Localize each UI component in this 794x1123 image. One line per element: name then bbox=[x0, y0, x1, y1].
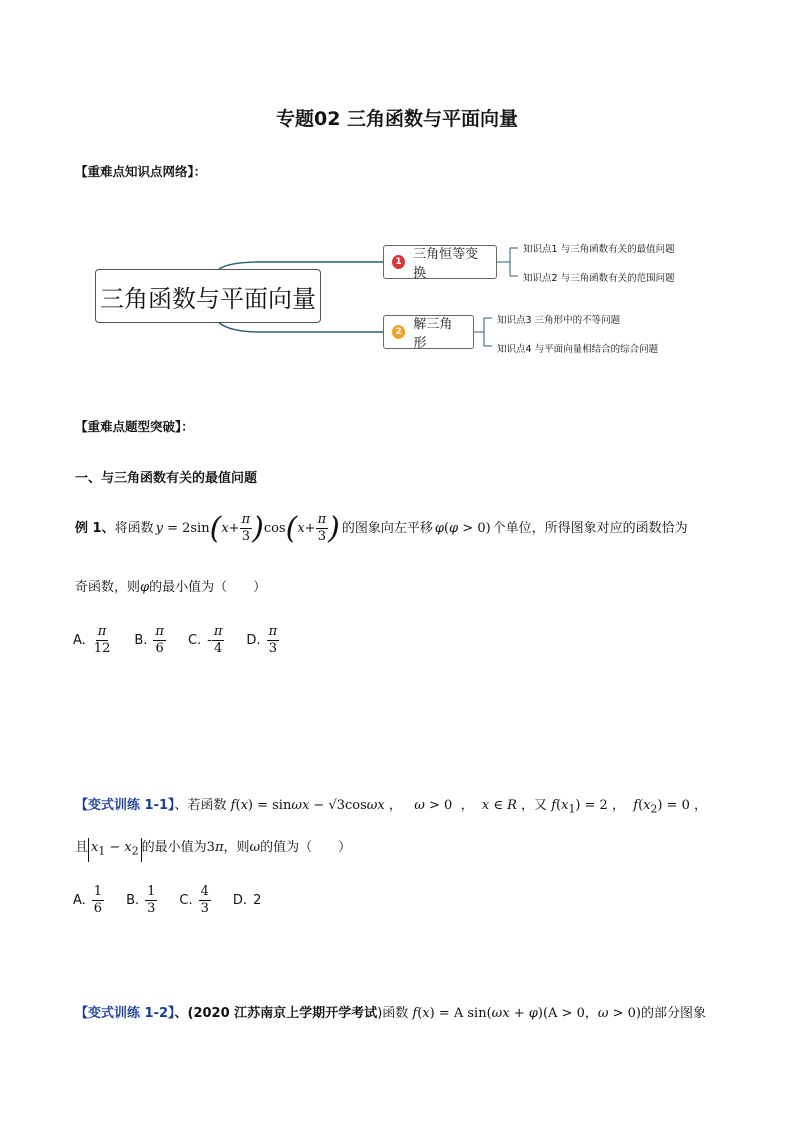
variant-1-2-text-2: )函数 bbox=[377, 1006, 409, 1021]
branch-2-label: 解三角形 bbox=[413, 317, 453, 351]
variant-1-1-label: 【变式训练 1-1】 bbox=[75, 798, 175, 813]
option-d-num: π bbox=[268, 624, 278, 639]
v-option-c-num: 4 bbox=[200, 884, 209, 899]
phi-symbol: φ bbox=[140, 580, 150, 595]
mindmap-leaf-3: 知识点3 三角形中的不等问题 bbox=[497, 315, 621, 326]
option-b-num: π bbox=[155, 624, 164, 639]
example-1-text-1: 将函数 bbox=[114, 520, 154, 536]
option-c[interactable] bbox=[188, 624, 224, 657]
section-network-heading: 【重难点知识点网络】： bbox=[75, 164, 207, 179]
example-1-line-2 bbox=[75, 578, 266, 598]
option-c-sign: - bbox=[207, 633, 212, 648]
variant-1-1-text-3: ，又 bbox=[521, 798, 548, 813]
example-1-options bbox=[73, 624, 301, 657]
option-a[interactable] bbox=[73, 624, 112, 657]
v-option-c-den: 3 bbox=[200, 901, 209, 916]
example-1-formula: y = 2sin ( x + $\frac{\pi}{3}$ ) cos ( x + $\frac{\pi}{3}$ ) bbox=[155, 510, 340, 546]
variant-1-1-formula: f(x) = sinωx − √3cosωx bbox=[230, 798, 385, 813]
v-option-a-label: A. bbox=[73, 893, 86, 908]
variant-1-2-label: 【变式训练 1-2】 bbox=[75, 1006, 175, 1021]
example-1-text-3: 个单位，所得图象对应的函数恰为 bbox=[492, 520, 688, 536]
v-option-d-value: 2 bbox=[253, 893, 262, 908]
example-1-text-2: 的图象向左平移 bbox=[341, 520, 433, 536]
v-option-d[interactable] bbox=[233, 893, 261, 908]
variant-1-1-line-1: 【变式训练 1-1】、若函数 f(x) = sinωx − √3cosωx ， ω > 0 ， x ∈ R ，又 $f(x_1) = 2$ ， $f(x_2) = 0$ ， bbox=[75, 798, 708, 816]
v-option-a-num: 1 bbox=[93, 884, 103, 899]
option-b[interactable] bbox=[134, 624, 166, 657]
v-option-a[interactable] bbox=[73, 884, 104, 917]
omega-condition: ω > 0 bbox=[414, 798, 453, 813]
v-option-b-den: 3 bbox=[147, 901, 156, 916]
mindmap-leaf-2: 知识点2 与三角函数有关的范围问题 bbox=[523, 273, 675, 284]
option-a-den: 12 bbox=[93, 641, 111, 656]
part1-heading: 一、与三角函数有关的最值问题 bbox=[75, 471, 258, 486]
mindmap-center-node: 三角函数与平面向量 bbox=[95, 269, 321, 323]
variant-1-1-text-1: 、若函数 bbox=[174, 798, 227, 813]
variant-1-1-line-2a: 且 bbox=[75, 840, 89, 855]
option-d[interactable] bbox=[246, 624, 279, 657]
variant-1-2-source: 2020 江苏南京上学期开学考试 bbox=[193, 1006, 378, 1021]
option-a-label: A. bbox=[73, 633, 86, 648]
option-c-den: 4 bbox=[214, 641, 223, 656]
v-option-d-label: D. bbox=[232, 893, 248, 908]
variant-1-2-text-3: 的部分图象 bbox=[640, 1006, 706, 1021]
mindmap-leaf-1: 知识点1 与三角函数有关的最值问题 bbox=[523, 244, 675, 255]
variant-1-1-line-2d: 的值为（ ） bbox=[260, 840, 352, 855]
variant-1-2-formula: f(x) = A sin(ωx + φ)(A > 0，ω > 0) bbox=[412, 1006, 641, 1021]
v-option-b-label: B. bbox=[126, 893, 140, 908]
example-1-shift: φ(φ > 0) bbox=[434, 520, 491, 536]
v-option-b-num: 1 bbox=[147, 884, 156, 899]
variant-1-2-line-1 bbox=[75, 1004, 765, 1024]
example-1-line-2b: 的最小值为（ ） bbox=[149, 580, 267, 595]
example-1-label: 例 1、 bbox=[75, 520, 115, 536]
v-option-b[interactable] bbox=[126, 884, 157, 917]
option-d-den: 3 bbox=[268, 641, 277, 656]
option-b-den: 6 bbox=[155, 641, 164, 656]
example-1-line-2a: 奇函数，则 bbox=[75, 580, 141, 595]
branch-1-label: 三角恒等变换 bbox=[413, 247, 479, 281]
variant-1-1-options bbox=[73, 884, 283, 917]
number-badge-1: 1 bbox=[392, 255, 405, 269]
f-x1: $f(x_1) = 2$ bbox=[551, 798, 608, 816]
variant-1-1-text-2: ， bbox=[388, 798, 402, 813]
variant-1-1-line-2c: ，则 bbox=[223, 840, 250, 855]
abs-difference: $x_1 - x_2$ bbox=[88, 838, 142, 862]
example-1-line-1 bbox=[75, 512, 755, 545]
v-option-a-den: 6 bbox=[93, 901, 103, 916]
variant-1-1-line-2b: 的最小值为 bbox=[141, 840, 207, 855]
number-badge-2: 2 bbox=[392, 325, 405, 339]
section-breakthrough-heading: 【重难点题型突破】： bbox=[75, 419, 194, 434]
mindmap-leaf-4: 知识点4 与平面向量相结合的综合问题 bbox=[497, 344, 659, 355]
omega-symbol: ω bbox=[249, 840, 261, 855]
option-d-label: D. bbox=[246, 633, 261, 648]
f-x2: $f(x_2) = 0$ bbox=[633, 798, 690, 816]
min-value: 3π bbox=[206, 840, 224, 855]
variant-1-2-text-1: 、( bbox=[174, 1006, 194, 1021]
v-option-c[interactable] bbox=[179, 884, 211, 917]
page-title: 专题02 三角函数与平面向量 bbox=[275, 108, 519, 130]
variant-1-1-line-2 bbox=[75, 838, 351, 862]
option-c-label: C. bbox=[187, 633, 202, 648]
v-option-c-label: C. bbox=[179, 893, 193, 908]
x-domain: x ∈ R bbox=[481, 798, 517, 813]
option-a-num: π bbox=[97, 624, 107, 639]
variant-1-1-text-4: ， bbox=[611, 798, 625, 813]
mindmap-branch-1 bbox=[383, 245, 497, 279]
mindmap-branch-2 bbox=[383, 315, 474, 349]
option-c-num: π bbox=[213, 624, 223, 639]
option-b-label: B. bbox=[134, 633, 148, 648]
